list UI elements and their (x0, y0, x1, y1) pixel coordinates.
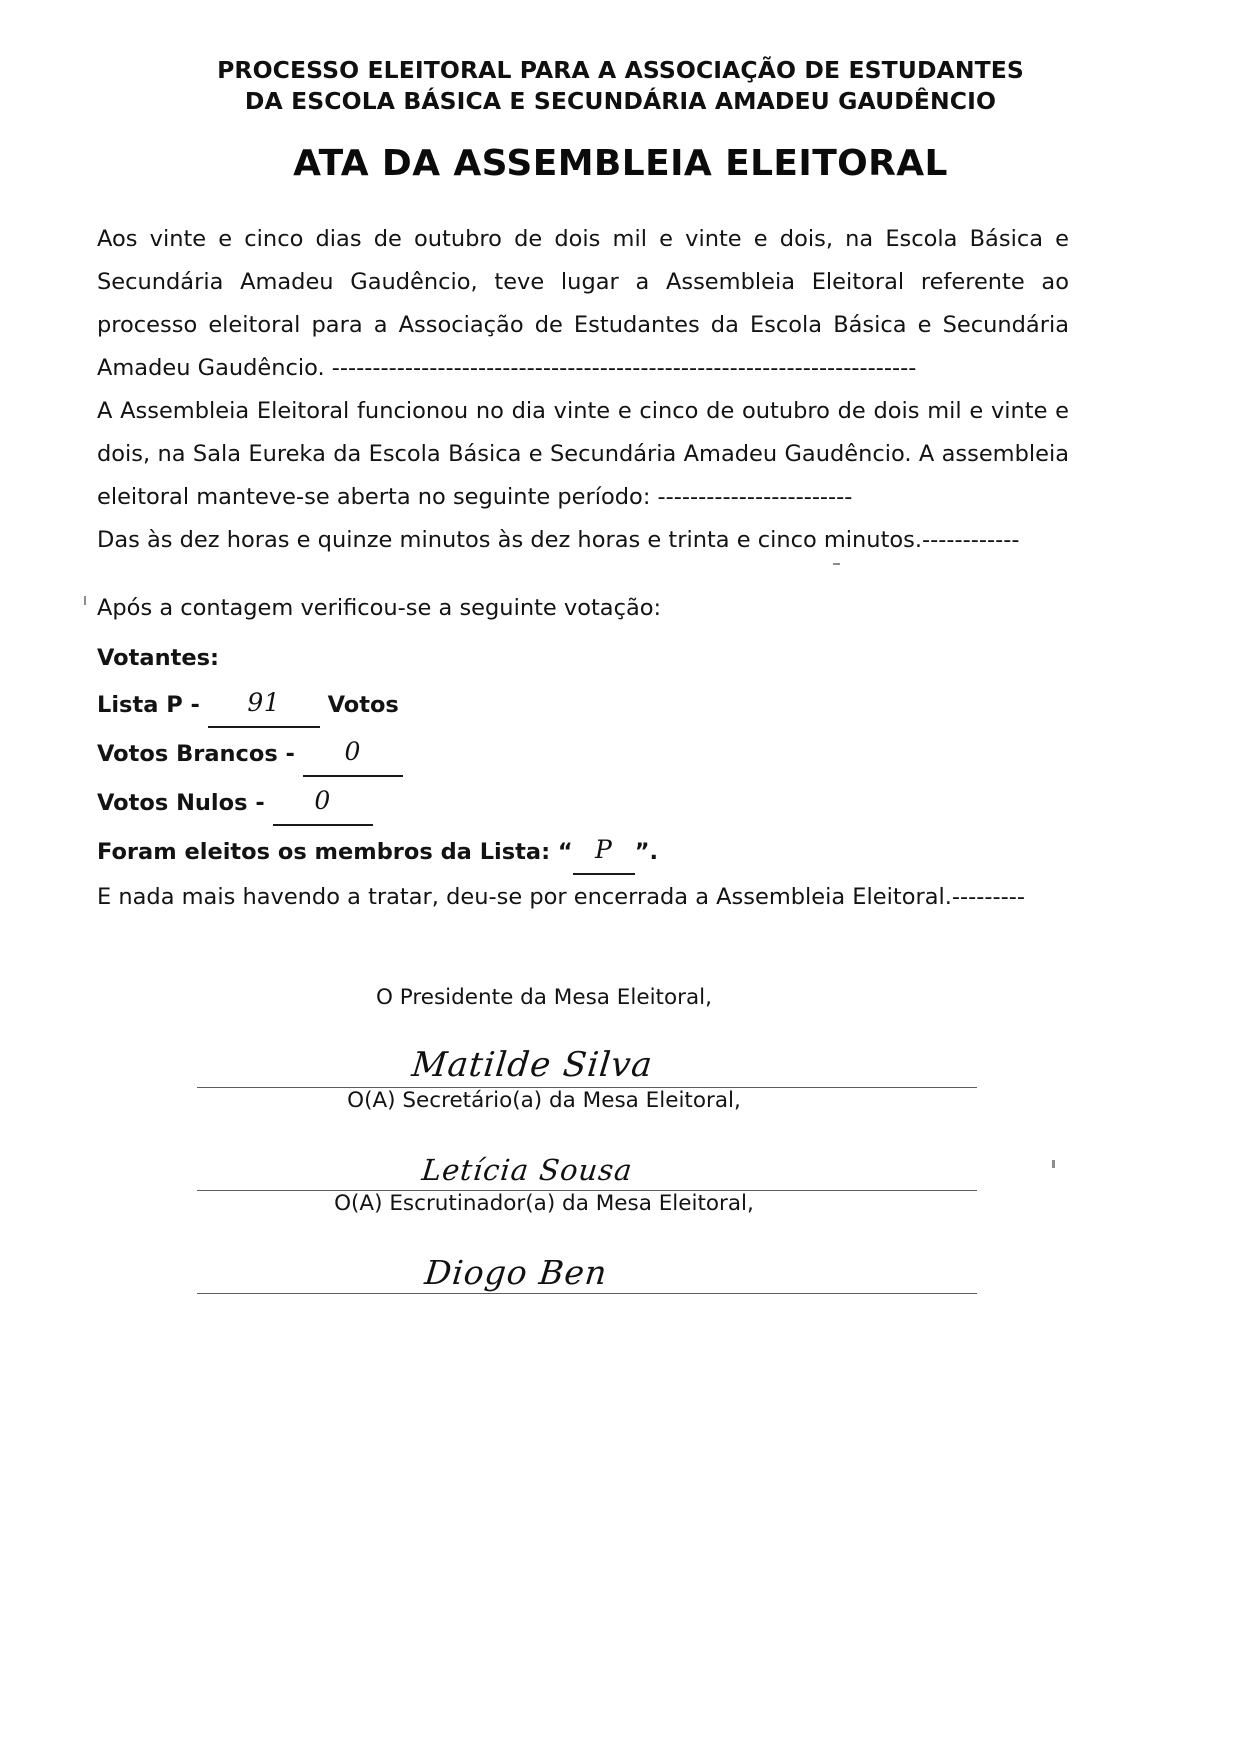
paragraph-2-filler: ------------------------ (650, 484, 853, 510)
lista-p-label: Lista P - (97, 692, 200, 718)
paragraph-2-text: A Assembleia Eleitoral funcionou no dia vinte e cinco de outubro de dois mil e vinte e dois, na Sala Eureka da Escola Básica e Secundária Amadeu Gaudêncio. A assembleia eleitoral manteve-se aberta no seguinte período: (97, 398, 1069, 510)
votos-brancos-label: Votos Brancos - (97, 741, 295, 767)
scan-speck-left (84, 596, 86, 605)
signature-name-secretario: Letícia Sousa (420, 1153, 635, 1187)
votos-nulos-label: Votos Nulos - (97, 790, 265, 816)
signature-role-presidente: O Presidente da Mesa Eleitoral, (376, 985, 712, 1010)
signature-block-escrutinador (97, 1191, 1097, 1294)
votantes-heading: Votantes: (97, 645, 220, 671)
votos-nulos-row (97, 781, 1069, 826)
closing-filler: --------- (951, 884, 1025, 910)
votos-brancos-field[interactable] (303, 732, 403, 777)
signature-name-presidente: Matilde Silva (409, 1045, 655, 1085)
paragraph-3 (97, 519, 1069, 562)
voting-intro: Após a contagem verificou-se a seguinte votação: (97, 595, 662, 621)
document-body (97, 218, 1069, 562)
votos-brancos-value: 0 (344, 737, 361, 766)
voting-section (97, 588, 1069, 879)
lista-eleita-row (97, 830, 1069, 875)
signature-name-escrutinador: Diogo Ben (422, 1253, 610, 1292)
document-header (0, 55, 1241, 117)
paragraph-1-text: Aos vinte e cinco dias de outubro de dois mil e vinte e dois, na Escola Básica e Secundária Amadeu Gaudêncio, teve lugar a Assembleia Eleitoral referente ao processo eleitoral para a Associação de Estudantes da Escola Básica e Secundária Amadeu Gaudêncio. (97, 226, 1069, 381)
paragraph-3-text: Das às dez horas e quinze minutos às dez horas e trinta e cinco minutos. (97, 527, 923, 553)
signature-area (97, 985, 1097, 1294)
paragraph-1-filler: ------------------------------------------------------------------------ (324, 355, 917, 381)
lista-p-suffix: Votos (327, 692, 399, 718)
lista-eleita-suffix: ”. (634, 839, 659, 865)
scan-speck-top (833, 563, 840, 565)
signature-role-escrutinador: O(A) Escrutinador(a) da Mesa Eleitoral, (334, 1191, 754, 1216)
lista-p-field[interactable] (208, 683, 320, 728)
signature-line-presidente-wrap (197, 1010, 977, 1088)
scan-speck-right (1052, 1160, 1055, 1168)
signature-block-secretario (97, 1088, 1097, 1191)
signature-role-secretario: O(A) Secretário(a) da Mesa Eleitoral, (347, 1088, 741, 1113)
lista-p-row (97, 683, 1069, 728)
signature-block-presidente (97, 985, 1097, 1088)
signature-line-secretario-wrap (197, 1113, 977, 1191)
votos-nulos-value: 0 (314, 786, 331, 815)
lista-eleita-field[interactable] (573, 830, 635, 875)
votos-brancos-row (97, 732, 1069, 777)
lista-eleita-prefix: Foram eleitos os membros da Lista: “ (97, 839, 573, 865)
header-line-1: PROCESSO ELEITORAL PARA A ASSOCIAÇÃO DE ESTUDANTES (217, 56, 1024, 84)
paragraph-1 (97, 218, 1069, 390)
header-line-2: DA ESCOLA BÁSICA E SECUNDÁRIA AMADEU GAUDÊNCIO (244, 87, 997, 115)
paragraph-2 (97, 390, 1069, 519)
paragraph-3-filler: ------------ (922, 527, 1020, 553)
lista-p-value: 91 (247, 688, 281, 717)
document-title: ATA DA ASSEMBLEIA ELEITORAL (293, 143, 948, 184)
closing-statement (97, 877, 1069, 917)
signature-line-escrutinador-wrap (197, 1216, 977, 1294)
closing-text: E nada mais havendo a tratar, deu-se por encerrada a Assembleia Eleitoral. (97, 884, 952, 910)
lista-eleita-value: P (595, 835, 613, 864)
votos-nulos-field[interactable] (273, 781, 373, 826)
signature-line-escrutinador (197, 1293, 977, 1294)
